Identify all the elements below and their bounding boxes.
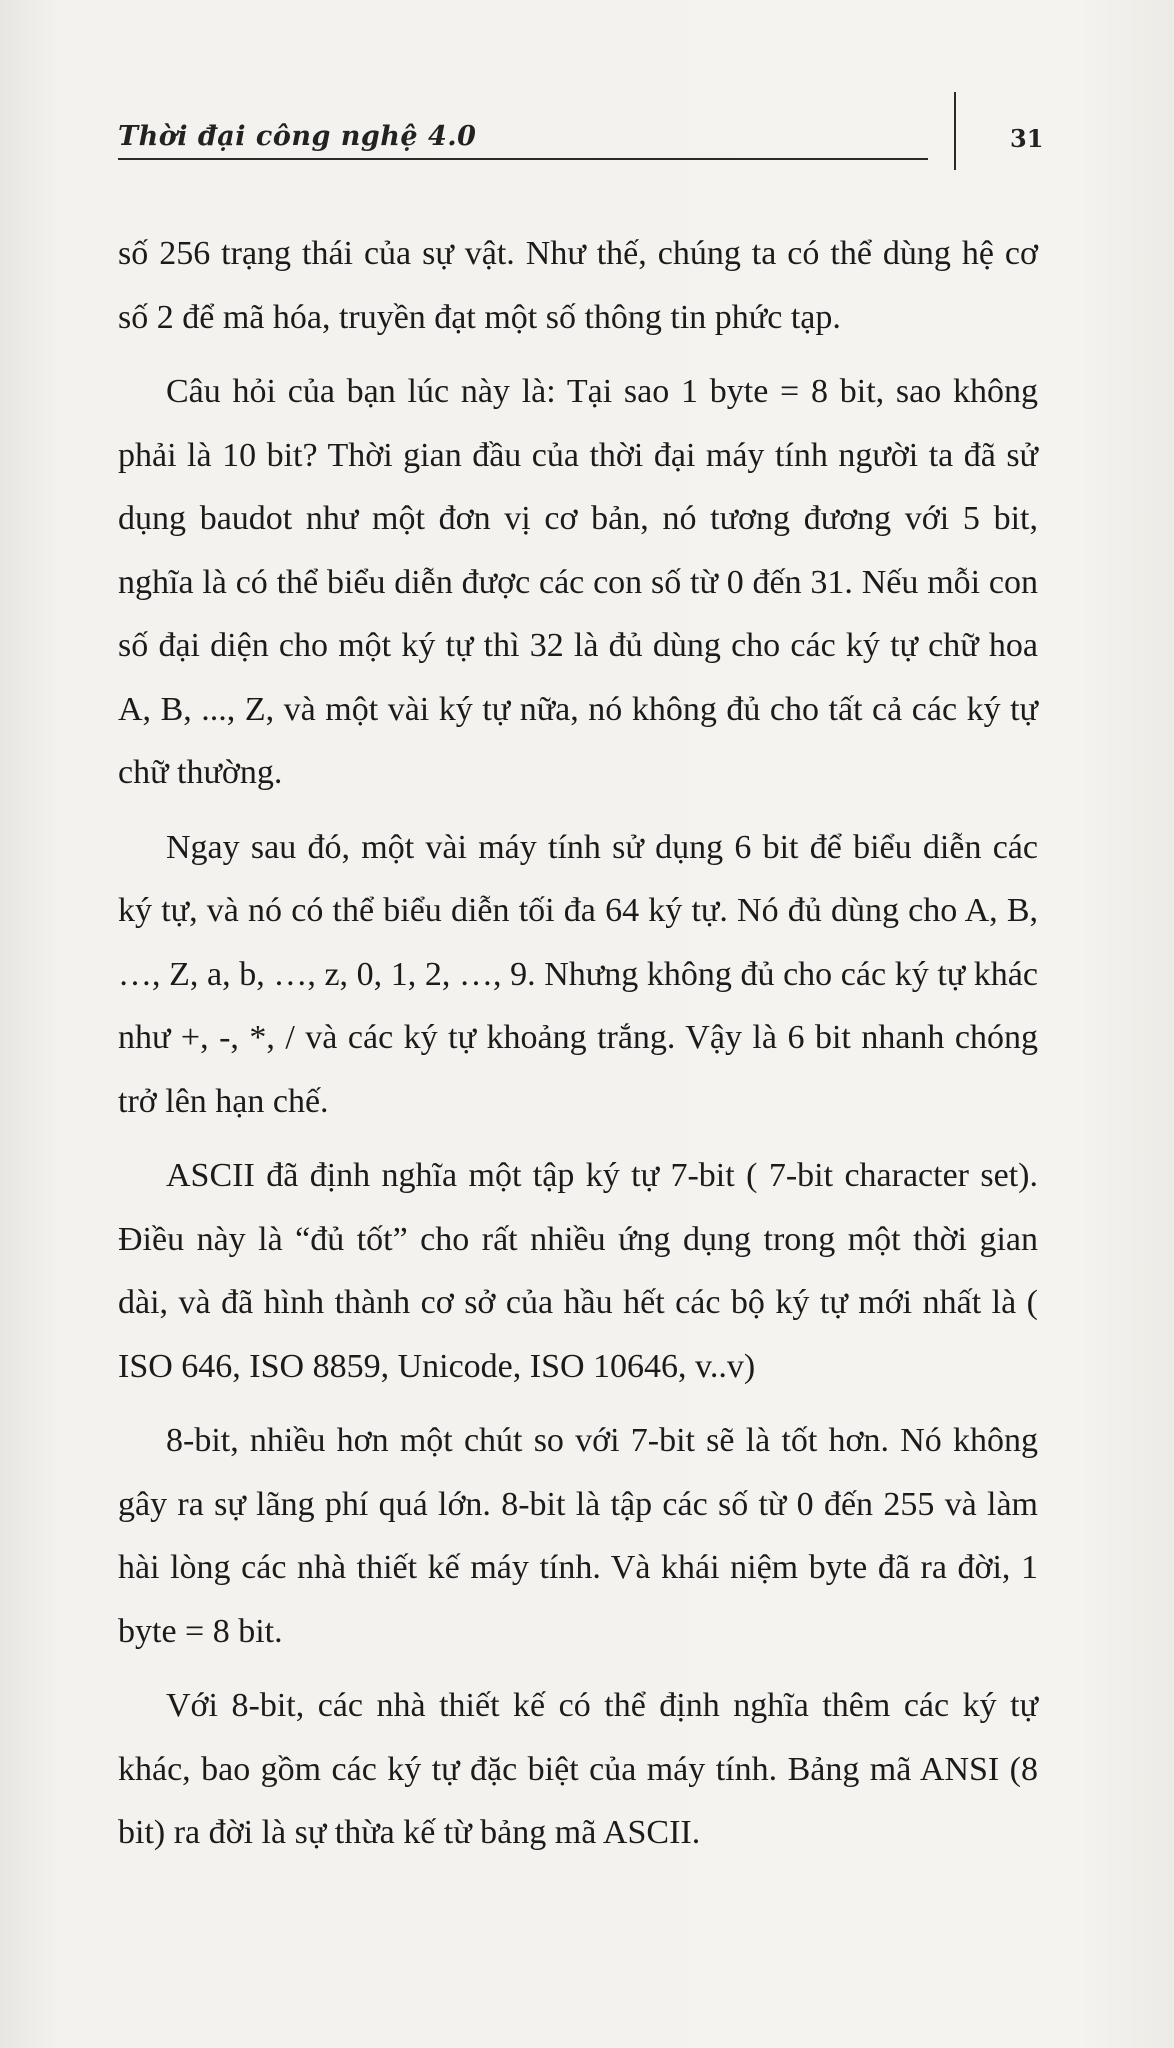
page-number: 31 — [1010, 124, 1044, 153]
paragraph-ascii: ASCII đã định nghĩa một tập ký tự 7-bit ( 7-bit character set). Điều này là “đủ tốt” cho rất nhiều ứng dụng trong một thời gian dài, và đã hình thành cơ sở của hầu hết các bộ ký tự mới nhất là ( ISO 646, ISO 8859, Unicode, ISO 10646, v..v) — [118, 1157, 1038, 1385]
paragraph-ansi: Với 8-bit, các nhà thiết kế có thể định nghĩa thêm các ký tự khác, bao gồm các ký tự đặc biệt của máy tính. Bảng mã ANSI (8 bit) ra đời là sự thừa kế từ bảng mã ASCII. — [118, 1687, 1038, 1851]
running-header-title: Thời đại công nghệ 4.0 — [118, 121, 477, 152]
running-header — [118, 108, 928, 160]
paragraph-continued: số 256 trạng thái của sự vật. Như thế, chúng ta có thể dùng hệ cơ số 2 để mã hóa, truyền đạt một số thông tin phức tạp. — [118, 235, 1038, 336]
paragraph-eight-bit: 8-bit, nhiều hơn một chút so với 7-bit sẽ là tốt hơn. Nó không gây ra sự lãng phí quá lớn. 8-bit là tập các số từ 0 đến 255 và làm hài lòng các nhà thiết kế máy tính. Và khái niệm byte đã ra đời, 1 byte = 8 bit. — [118, 1422, 1038, 1650]
paragraph-byte-question: Câu hỏi của bạn lúc này là: Tại sao 1 byte = 8 bit, sao không phải là 10 bit? Thời gian đầu của thời đại máy tính người ta đã sử dụng baudot như một đơn vị cơ bản, nó tương đương với 5 bit, nghĩa là có thể biểu diễn được các con số từ 0 đến 31. Nếu mỗi con số đại diện cho một ký tự thì 32 là đủ dùng cho các ký tự chữ hoa A, B, ..., Z, và một vài ký tự nữa, nó không đủ cho tất cả các ký tự chữ thường. — [118, 373, 1038, 791]
body-text — [118, 222, 1038, 1865]
header-divider — [954, 92, 956, 170]
paragraph-six-bit: Ngay sau đó, một vài máy tính sử dụng 6 bit để biểu diễn các ký tự, và nó có thể biểu diễn tối đa 64 ký tự. Nó đủ dùng cho A, B, …, Z, a, b, …, z, 0, 1, 2, …, 9. Nhưng không đủ cho các ký tự khác như +, -, *, / và các ký tự khoảng trắng. Vậy là 6 bit nhanh chóng trở lên hạn chế. — [118, 828, 1038, 1120]
